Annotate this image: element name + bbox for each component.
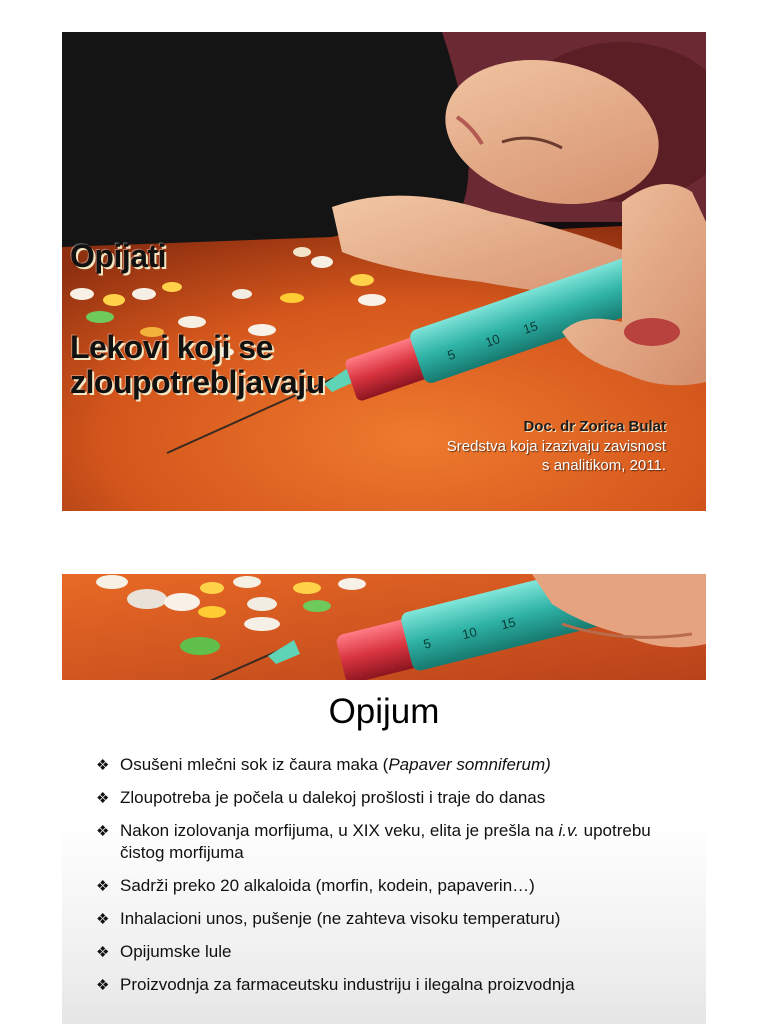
author-block <box>447 417 666 476</box>
author-name: Doc. dr Zorica Bulat <box>523 418 666 435</box>
slide-title: Opijum <box>328 692 440 731</box>
diamond-bullet-icon: ❖ <box>96 944 110 961</box>
syringe-scale-15: 15 <box>499 614 518 633</box>
diamond-bullet-icon: ❖ <box>96 878 110 895</box>
diamond-bullet-icon: ❖ <box>96 790 110 807</box>
syringe-scale-5: 5 <box>421 635 433 652</box>
slide-subtitle: Lekovi koji se zloupotrebljavaju <box>70 329 325 400</box>
diamond-bullet-icon: ❖ <box>96 911 110 928</box>
syringe-banner-photo <box>62 574 706 680</box>
list-item: ❖ Proizvodnja za farmaceutsku industriju i ilegalna proizvodnja <box>96 974 686 996</box>
list-item: ❖ Sadrži preko 20 alkaloida (morfin, kodein, papaverin…) <box>96 875 686 897</box>
course-name-line1: Sredstva koja izazivaju zavisnost <box>446 437 666 455</box>
list-item: ❖ Inhalacioni unos, pušenje (ne zahteva visoku temperaturu) <box>96 908 686 930</box>
list-item: ❖ Zloupotreba je počela u dalekoj prošlosti i traje do danas <box>96 787 686 809</box>
syringe-scale-15: 15 <box>521 318 540 337</box>
diamond-bullet-icon: ❖ <box>96 823 110 840</box>
diamond-bullet-icon: ❖ <box>96 757 110 774</box>
diamond-bullet-icon: ❖ <box>96 977 110 994</box>
slide-title: Opijati <box>70 238 167 274</box>
bullet-list <box>96 754 686 1007</box>
list-item: ❖ Nakon izolovanja morfijuma, u XIX veku, elita je prešla na i.v. upotrebu čistog morfijuma <box>96 821 651 862</box>
syringe-scale-10: 10 <box>460 624 479 643</box>
title-slide <box>62 32 706 511</box>
opium-slide <box>62 574 706 1024</box>
list-item: ❖ Osušeni mlečni sok iz čaura maka (Papaver somniferum) <box>96 754 686 776</box>
syringe-scale-5: 5 <box>445 346 458 363</box>
list-item: ❖ Opijumske lule <box>96 941 686 963</box>
course-name-line2: s analitikom, 2011. <box>542 457 666 474</box>
syringe-scale-10: 10 <box>483 331 502 350</box>
